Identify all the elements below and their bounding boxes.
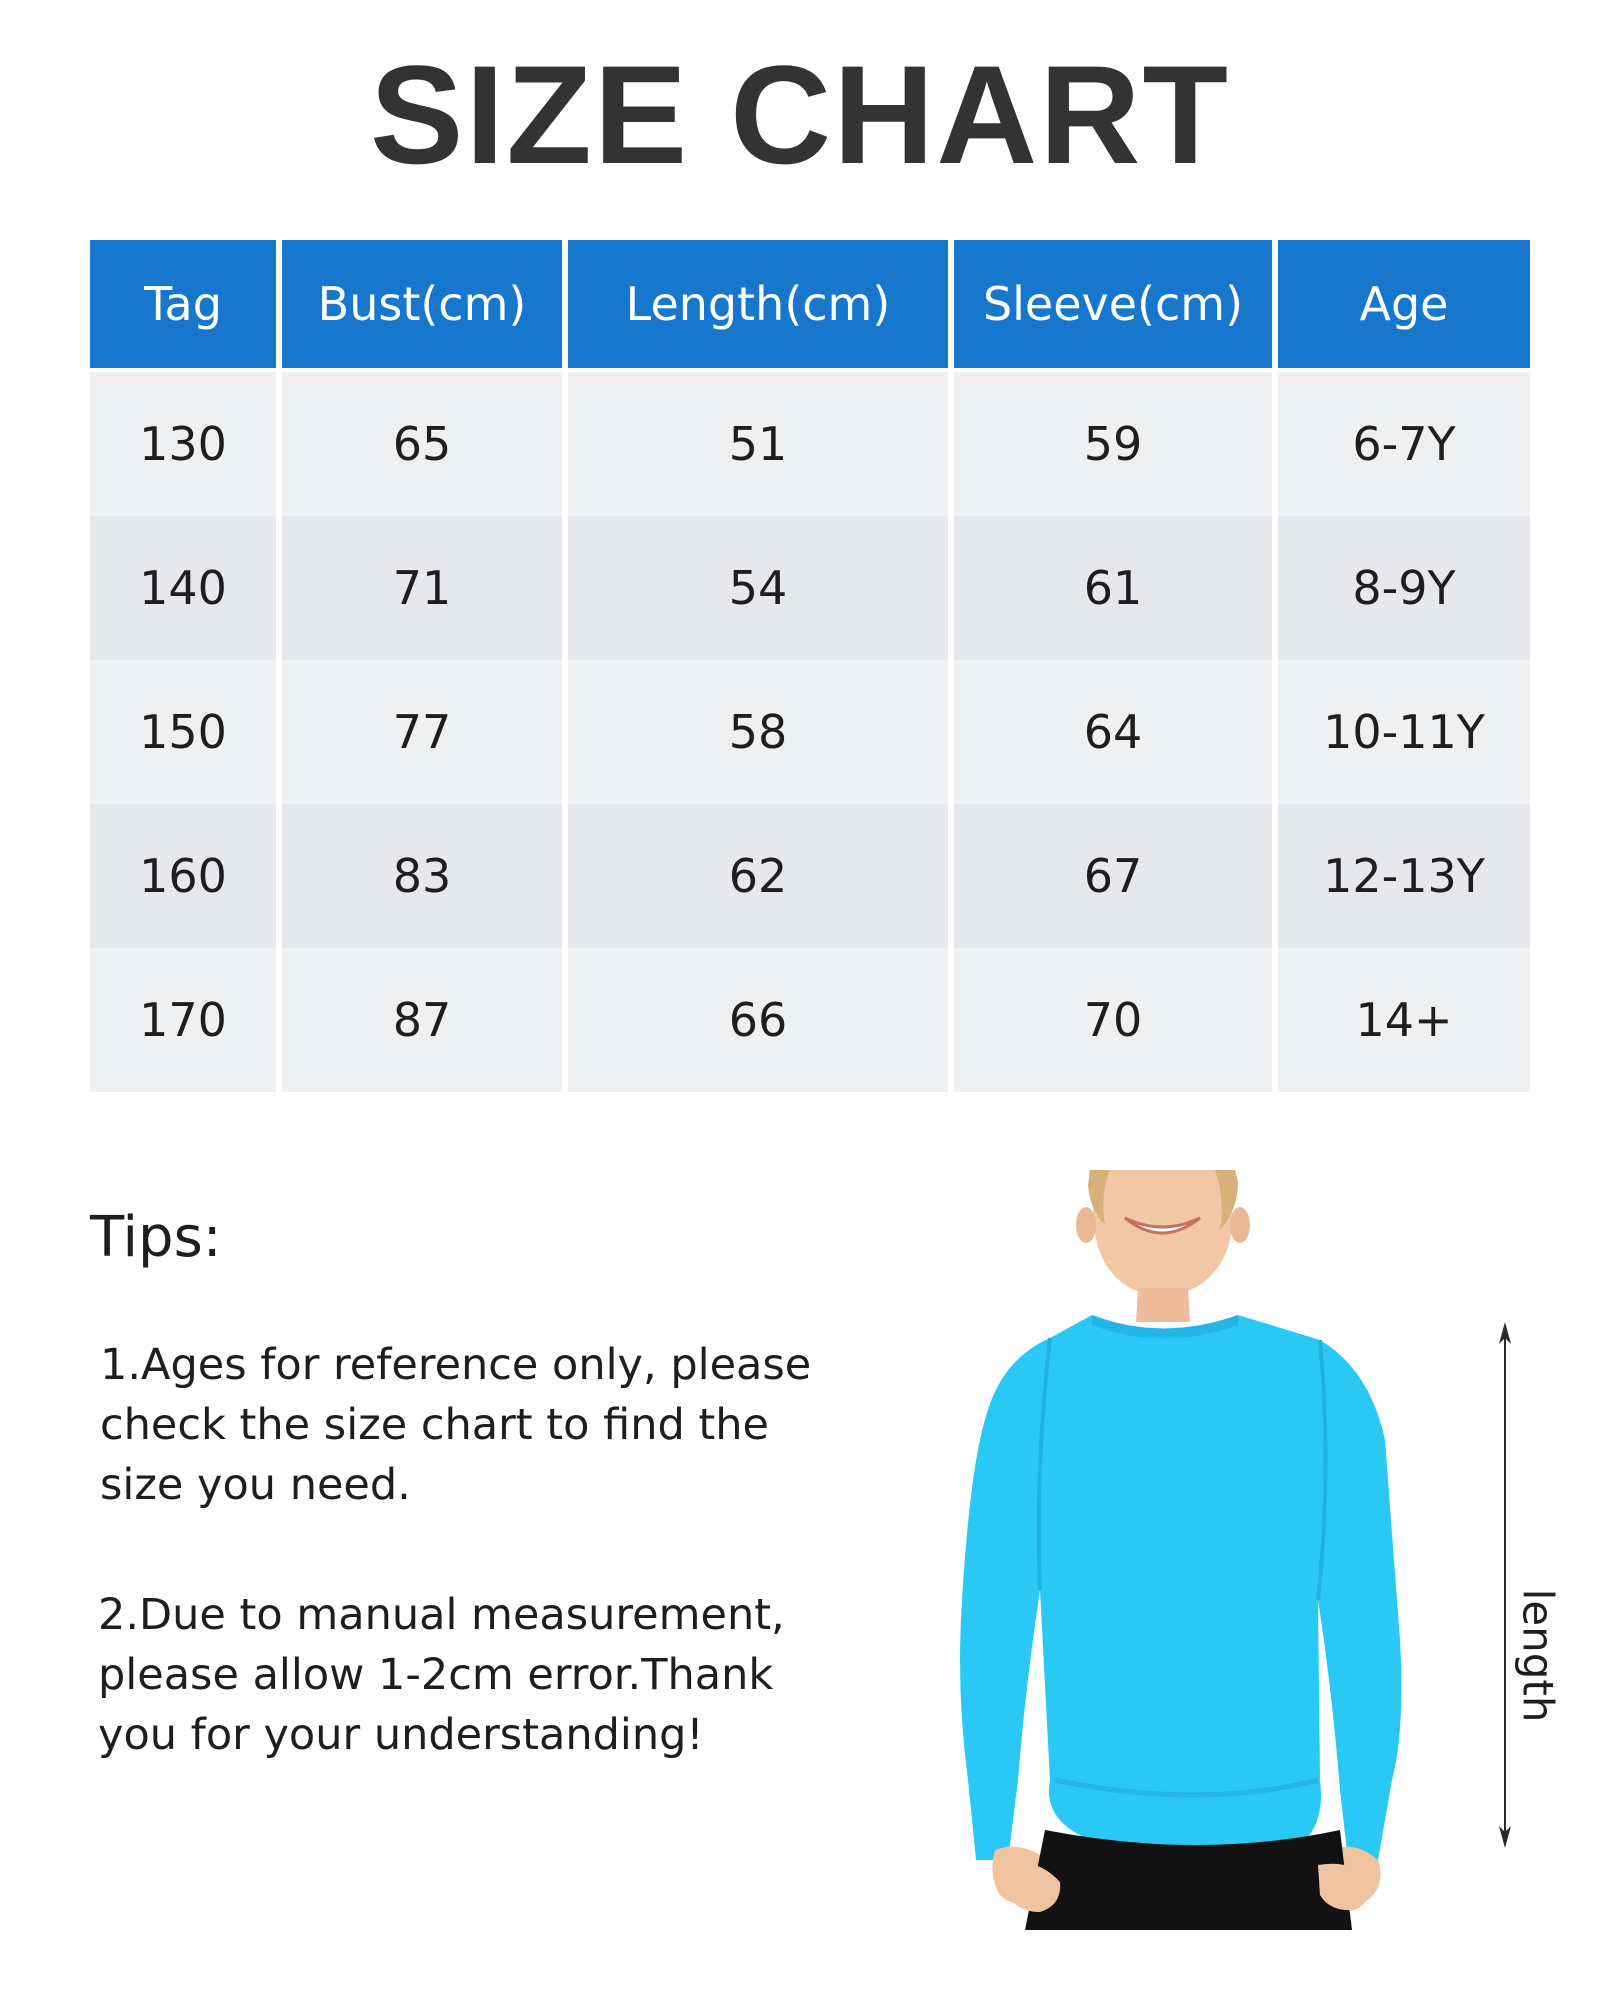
blue-shirt — [960, 1315, 1401, 1860]
table-cell: 59 — [954, 372, 1272, 516]
table-cell: 150 — [90, 660, 276, 804]
table-cell: 67 — [954, 804, 1272, 948]
black-pants — [1025, 1830, 1352, 1930]
column-header: Tag — [90, 240, 276, 368]
table-cell: 10-11Y — [1278, 660, 1530, 804]
table-cell: 6-7Y — [1278, 372, 1530, 516]
page-title: SIZE CHART — [370, 36, 1230, 193]
size-chart-table — [90, 240, 1530, 1092]
table-cell: 64 — [954, 660, 1272, 804]
table-cell: 58 — [568, 660, 948, 804]
table-cell: 62 — [568, 804, 948, 948]
table-cell: 51 — [568, 372, 948, 516]
table-cell: 71 — [282, 516, 562, 660]
tip-2: 2.Due to manual measurement, please allow 1-2cm error.Thank you for your understanding! — [98, 1590, 785, 1760]
table-cell: 61 — [954, 516, 1272, 660]
model-photo — [900, 1170, 1480, 1930]
table-cell: 8-9Y — [1278, 516, 1530, 660]
column-header: Sleeve(cm) — [954, 240, 1272, 368]
child-head — [1076, 1170, 1250, 1322]
table-cell: 14+ — [1278, 948, 1530, 1092]
table-cell: 83 — [282, 804, 562, 948]
tips-heading: Tips: — [90, 1205, 222, 1270]
table-cell: 66 — [568, 948, 948, 1092]
length-label — [1508, 1575, 1568, 1735]
table-cell: 140 — [90, 516, 276, 660]
table-cell: 87 — [282, 948, 562, 1092]
table-cell: 130 — [90, 372, 276, 516]
table-cell: 12-13Y — [1278, 804, 1530, 948]
column-header: Bust(cm) — [282, 240, 562, 368]
table-cell: 160 — [90, 804, 276, 948]
column-header: Age — [1278, 240, 1530, 368]
table-cell: 54 — [568, 516, 948, 660]
length-text: length — [1513, 1588, 1563, 1722]
column-header: Length(cm) — [568, 240, 948, 368]
table-cell: 65 — [282, 372, 562, 516]
table-cell: 70 — [954, 948, 1272, 1092]
table-cell: 170 — [90, 948, 276, 1092]
table-cell: 77 — [282, 660, 562, 804]
tip-1: 1.Ages for reference only, please check the size chart to find the size you need. — [100, 1340, 812, 1510]
